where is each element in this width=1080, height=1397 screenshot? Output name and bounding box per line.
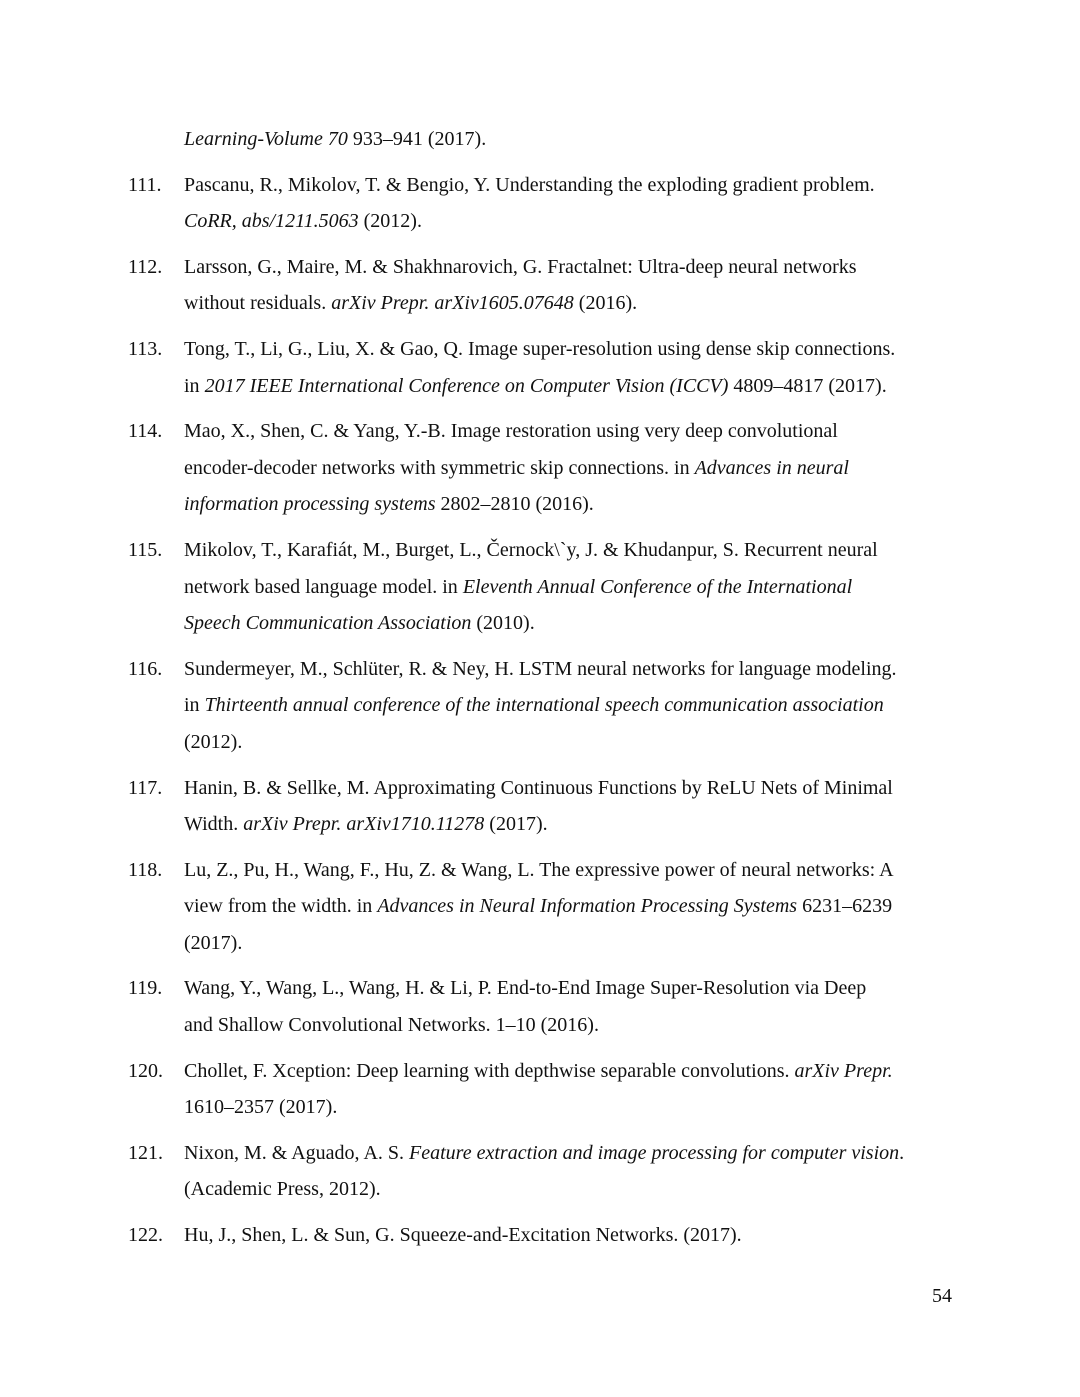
reference-entry: [0, 770, 1080, 843]
reference-text: 6231–6239: [797, 895, 893, 918]
reference-text: in: [184, 374, 205, 397]
reference-line: [184, 806, 1080, 843]
reference-entry: [0, 532, 1080, 642]
reference-line: [184, 852, 1080, 889]
reference-number: 111.: [128, 173, 162, 196]
reference-italic-text: arXiv Prepr. arXiv1710.11278: [243, 813, 485, 836]
reference-text: view from the width. in: [184, 895, 378, 918]
reference-text: Hanin, B. & Sellke, M. Approximating Continuous Functions by ReLU Nets of Minimal: [184, 776, 893, 799]
reference-entry: [0, 1135, 1080, 1208]
reference-text: 1610–2357 (2017).: [184, 1096, 338, 1119]
reference-italic-text: CoRR, abs/1211.5063: [184, 210, 359, 233]
reference-number: 119.: [128, 977, 163, 1000]
reference-number: 115.: [128, 538, 163, 561]
reference-italic-text: Speech Communication Association: [184, 612, 472, 635]
reference-line: [184, 167, 1080, 204]
reference-text: Lu, Z., Pu, H., Wang, F., Hu, Z. & Wang, L. The expressive power of neural networks: A: [184, 858, 894, 881]
reference-italic-text: Learning-Volume 70: [184, 128, 348, 150]
reference-number: 120.: [128, 1059, 163, 1082]
reference-text: (2012).: [184, 730, 243, 753]
reference-line: [184, 1171, 1080, 1208]
reference-text: Chollet, F. Xception: Deep learning with depthwise separable convolutions.: [184, 1059, 795, 1082]
reference-line: [184, 1135, 1080, 1172]
reference-text: Mikolov, T., Karafiát, M., Burget, L., Černock\`y, J. & Khudanpur, S. Recurrent neural: [184, 538, 878, 561]
reference-number: 113.: [128, 337, 163, 360]
reference-italic-text: Thirteenth annual conference of the international speech communication association: [204, 694, 884, 717]
reference-entry: [0, 331, 1080, 404]
reference-text: (2016).: [573, 292, 638, 315]
reference-text: .: [899, 1141, 905, 1164]
reference-text: encoder-decoder networks with symmetric skip connections. in: [184, 456, 695, 479]
reference-entry: [0, 970, 1080, 1043]
reference-line: [184, 1089, 1080, 1126]
reference-number: 122.: [128, 1224, 163, 1247]
page-number: 54: [932, 1285, 952, 1307]
reference-line: [184, 450, 1080, 487]
reference-line: [184, 1053, 1080, 1090]
reference-text: 2802–2810 (2016).: [435, 493, 594, 516]
reference-text: Pascanu, R., Mikolov, T. & Bengio, Y. Understanding the exploding gradient problem.: [184, 173, 875, 196]
reference-number: 121.: [128, 1141, 163, 1164]
reference-text: Tong, T., Li, G., Liu, X. & Gao, Q. Image super-resolution using dense skip connections.: [184, 337, 896, 360]
reference-entry: [0, 249, 1080, 322]
reference-text: network based language model. in: [184, 575, 463, 598]
reference-number: 114.: [128, 420, 163, 443]
reference-text: Larsson, G., Maire, M. & Shakhnarovich, G. Fractalnet: Ultra-deep neural networks: [184, 255, 857, 278]
reference-text: (2010).: [471, 612, 535, 635]
reference-text: without residuals.: [184, 292, 332, 315]
reference-text: (2017).: [184, 931, 243, 954]
reference-line: [184, 203, 1080, 240]
reference-italic-text: Feature extraction and image processing for computer vision: [409, 1141, 900, 1164]
reference-text: Wang, Y., Wang, L., Wang, H. & Li, P. End-to-End Image Super-Resolution via Deep: [184, 977, 867, 1000]
reference-text: in: [184, 694, 205, 717]
reference-line: [184, 569, 1080, 606]
reference-line: [184, 970, 1080, 1007]
reference-line: [184, 249, 1080, 286]
reference-line: [184, 651, 1080, 688]
reference-entry: [0, 1053, 1080, 1126]
reference-line: [184, 368, 1080, 405]
reference-entry: [0, 1217, 1080, 1254]
reference-entry: [0, 852, 1080, 962]
reference-line: [184, 413, 1080, 450]
reference-text: Mao, X., Shen, C. & Yang, Y.-B. Image restoration using very deep convolutional: [184, 420, 838, 443]
reference-entry: [0, 167, 1080, 240]
reference-number: 118.: [128, 858, 163, 881]
reference-line: [184, 888, 1080, 925]
reference-line: [184, 925, 1080, 962]
reference-number: 116.: [128, 657, 163, 680]
reference-text: (Academic Press, 2012).: [184, 1178, 381, 1201]
reference-text: 4809–4817 (2017).: [728, 374, 887, 397]
reference-italic-text: Advances in neural: [694, 456, 849, 479]
reference-text: Width.: [184, 813, 244, 836]
reference-line: [184, 1007, 1080, 1044]
reference-line: [184, 1217, 1080, 1254]
reference-entry: [0, 413, 1080, 523]
reference-entry: [0, 651, 1080, 761]
reference-italic-text: Advances in Neural Information Processing Systems: [377, 895, 798, 918]
reference-line: [184, 486, 1080, 523]
reference-line: [184, 687, 1080, 724]
reference-text: Sundermeyer, M., Schlüter, R. & Ney, H. LSTM neural networks for language modeling.: [184, 657, 897, 680]
reference-list: [0, 121, 1080, 1263]
reference-italic-text: 2017 IEEE International Conference on Computer Vision (ICCV): [204, 374, 729, 397]
reference-text: and Shallow Convolutional Networks. 1–10 (2016).: [184, 1014, 599, 1037]
reference-number: 112.: [128, 255, 163, 278]
reference-italic-text: Eleventh Annual Conference of the International: [462, 575, 853, 598]
reference-line: [184, 770, 1080, 807]
reference-line: [184, 331, 1080, 368]
reference-text: Hu, J., Shen, L. & Sun, G. Squeeze-and-Excitation Networks. (2017).: [184, 1224, 742, 1247]
reference-italic-text: information processing systems: [184, 493, 436, 516]
reference-italic-text: arXiv Prepr. arXiv1605.07648: [331, 292, 574, 315]
reference-line: [184, 724, 1080, 761]
reference-text: (2017).: [484, 813, 548, 836]
reference-line: [184, 285, 1080, 322]
reference-text: 933–941 (2017).: [347, 128, 487, 150]
reference-line: [184, 121, 1080, 158]
reference-italic-text: arXiv Prepr.: [794, 1059, 893, 1082]
reference-entry: [0, 121, 1080, 158]
reference-line: [184, 605, 1080, 642]
reference-text: Nixon, M. & Aguado, A. S.: [184, 1141, 410, 1164]
reference-text: (2012).: [358, 210, 422, 233]
reference-number: 117.: [128, 776, 163, 799]
reference-line: [184, 532, 1080, 569]
